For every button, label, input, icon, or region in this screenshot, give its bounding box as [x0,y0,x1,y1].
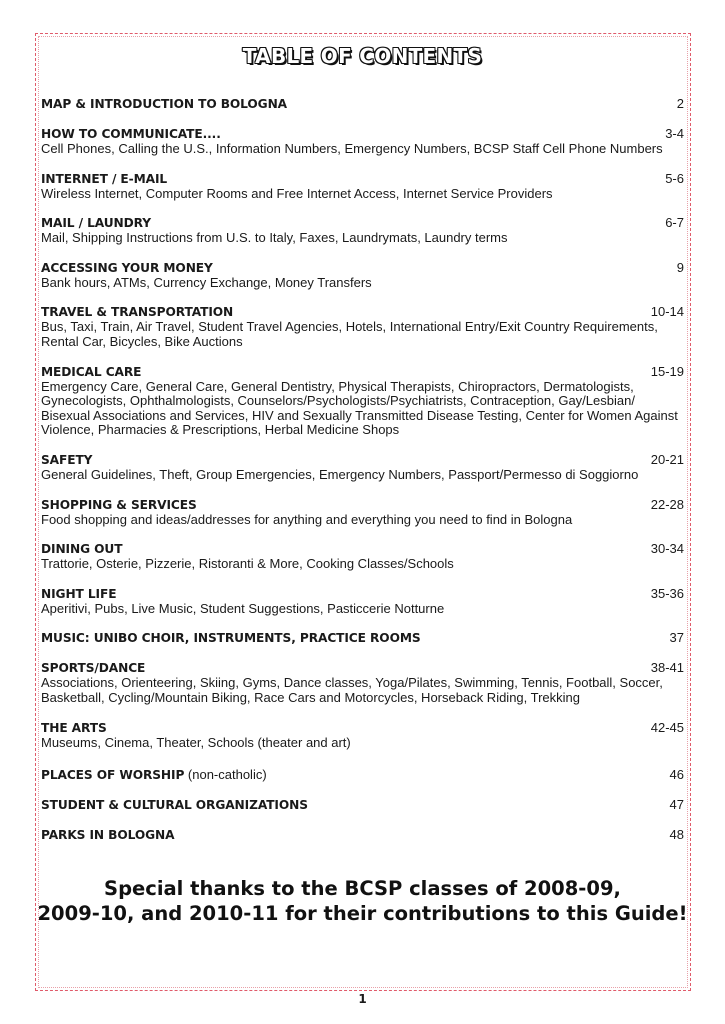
toc-heading: NIGHT LIFE [41,586,117,601]
page-title: TABLE OF CONTENTS [242,44,483,68]
thanks-message [0,876,725,926]
thanks-line-1: Special thanks to the BCSP classes of 2008-09, [104,877,621,900]
toc-description: Bus, Taxi, Train, Air Travel, Student Travel Agencies, Hotels, International Entry/Exit Country Requirements, Rental Car, Bicycles, Bike Auctions [41,319,658,349]
toc-heading: INTERNET / E-MAIL [41,171,168,186]
toc-pages: 6-7 [665,215,684,231]
toc-pages: 5-6 [665,170,684,186]
toc-entry [41,497,684,528]
toc-entry [41,630,684,646]
table-of-contents [41,96,684,857]
toc-description: Bank hours, ATMs, Currency Exchange, Money Transfers [41,274,372,290]
page-number: 1 [358,992,367,1006]
toc-heading: SPORTS/DANCE [41,661,146,676]
toc-heading: MUSIC: UNIBO CHOIR, INSTRUMENTS, PRACTICE ROOMS [41,631,421,646]
toc-entry [41,720,684,751]
toc-entry [41,304,684,349]
toc-entry [41,364,684,438]
toc-heading: MAIL / LAUNDRY [41,216,151,231]
toc-pages: 48 [669,827,684,843]
toc-pages: 9 [676,259,684,275]
toc-entry [41,586,684,617]
toc-pages: 42-45 [650,719,684,735]
toc-heading-note: (non-catholic) [184,767,267,783]
toc-description: Associations, Orienteering, Skiing, Gyms, Dance classes, Yoga/Pilates, Swimming, Tennis, Football, Soccer, Basketball, Cycling/Mountain Biking, Race Cars and Motorcycles, Horseback Riding, Trekking [41,675,663,705]
toc-pages: 10-14 [650,304,684,320]
toc-heading: MEDICAL CARE [41,364,142,379]
toc-heading: TRAVEL & TRANSPORTATION [41,305,234,320]
toc-heading: STUDENT & CULTURAL ORGANIZATIONS [41,798,308,813]
toc-heading: ACCESSING YOUR MONEY [41,260,213,275]
toc-description: General Guidelines, Theft, Group Emergencies, Emergency Numbers, Passport/Permesso di Soggiorno [41,466,639,482]
toc-description: Mail, Shipping Instructions from U.S. to Italy, Faxes, Laundrymats, Laundry terms [41,230,508,246]
toc-heading: SAFETY [41,452,93,467]
toc-entry [41,215,684,246]
toc-heading: PLACES OF WORSHIP [41,768,185,783]
toc-description: Cell Phones, Calling the U.S., Information Numbers, Emergency Numbers, BCSP Staff Cell Phone Numbers [41,141,663,156]
toc-pages: 47 [669,797,684,813]
toc-heading: HOW TO COMMUNICATE.... [41,127,221,141]
toc-entry [41,827,684,843]
toc-heading: PARKS IN BOLOGNA [41,828,175,843]
toc-entry [41,171,684,202]
toc-heading: SHOPPING & SERVICES [41,497,197,512]
toc-entry [41,797,684,813]
toc-heading: DINING OUT [41,542,123,557]
toc-description: Trattorie, Osterie, Pizzerie, Ristoranti & More, Cooking Classes/Schools [41,556,454,572]
toc-description: Emergency Care, General Care, General Dentistry, Physical Therapists, Chiropractors, Dermatologists, Gynecologists, Ophthalmologists, Counselors/Psychologists/Psychiatrists, Contraception, Gay/Lesbian/ Bisexual Associations and Services, HIV and Sexually Transmitted Disease Testing, Center for Women Against Violence, Pharmacies & Prescriptions, Herbal Medicine Shops [41,378,678,438]
toc-pages: 37 [669,630,684,646]
toc-pages: 46 [669,767,684,783]
toc-entry [41,96,684,112]
toc-entry [41,126,684,157]
toc-description: Wireless Internet, Computer Rooms and Free Internet Access, Internet Service Providers [41,185,553,201]
toc-entry [41,764,684,783]
toc-entry [41,541,684,572]
toc-pages: 38-41 [650,660,684,676]
toc-pages: 3-4 [665,126,684,141]
toc-entry [41,660,684,705]
toc-entry [41,452,684,483]
toc-pages: 30-34 [650,541,684,557]
toc-pages: 15-19 [650,363,684,379]
toc-description: Food shopping and ideas/addresses for anything and everything you need to find in Bologna [41,511,573,527]
thanks-line-2: 2009-10, and 2010-11 for their contributions to this Guide! [37,902,688,925]
toc-heading: MAP & INTRODUCTION TO BOLOGNA [41,97,288,111]
toc-description: Aperitivi, Pubs, Live Music, Student Suggestions, Pasticcerie Notturne [41,600,445,616]
toc-description: Museums, Cinema, Theater, Schools (theater and art) [41,734,351,750]
toc-pages: 35-36 [650,585,684,601]
toc-pages: 2 [676,96,684,111]
toc-pages: 22-28 [650,496,684,512]
toc-entry [41,260,684,291]
toc-heading: THE ARTS [41,720,107,735]
toc-pages: 20-21 [650,451,684,467]
